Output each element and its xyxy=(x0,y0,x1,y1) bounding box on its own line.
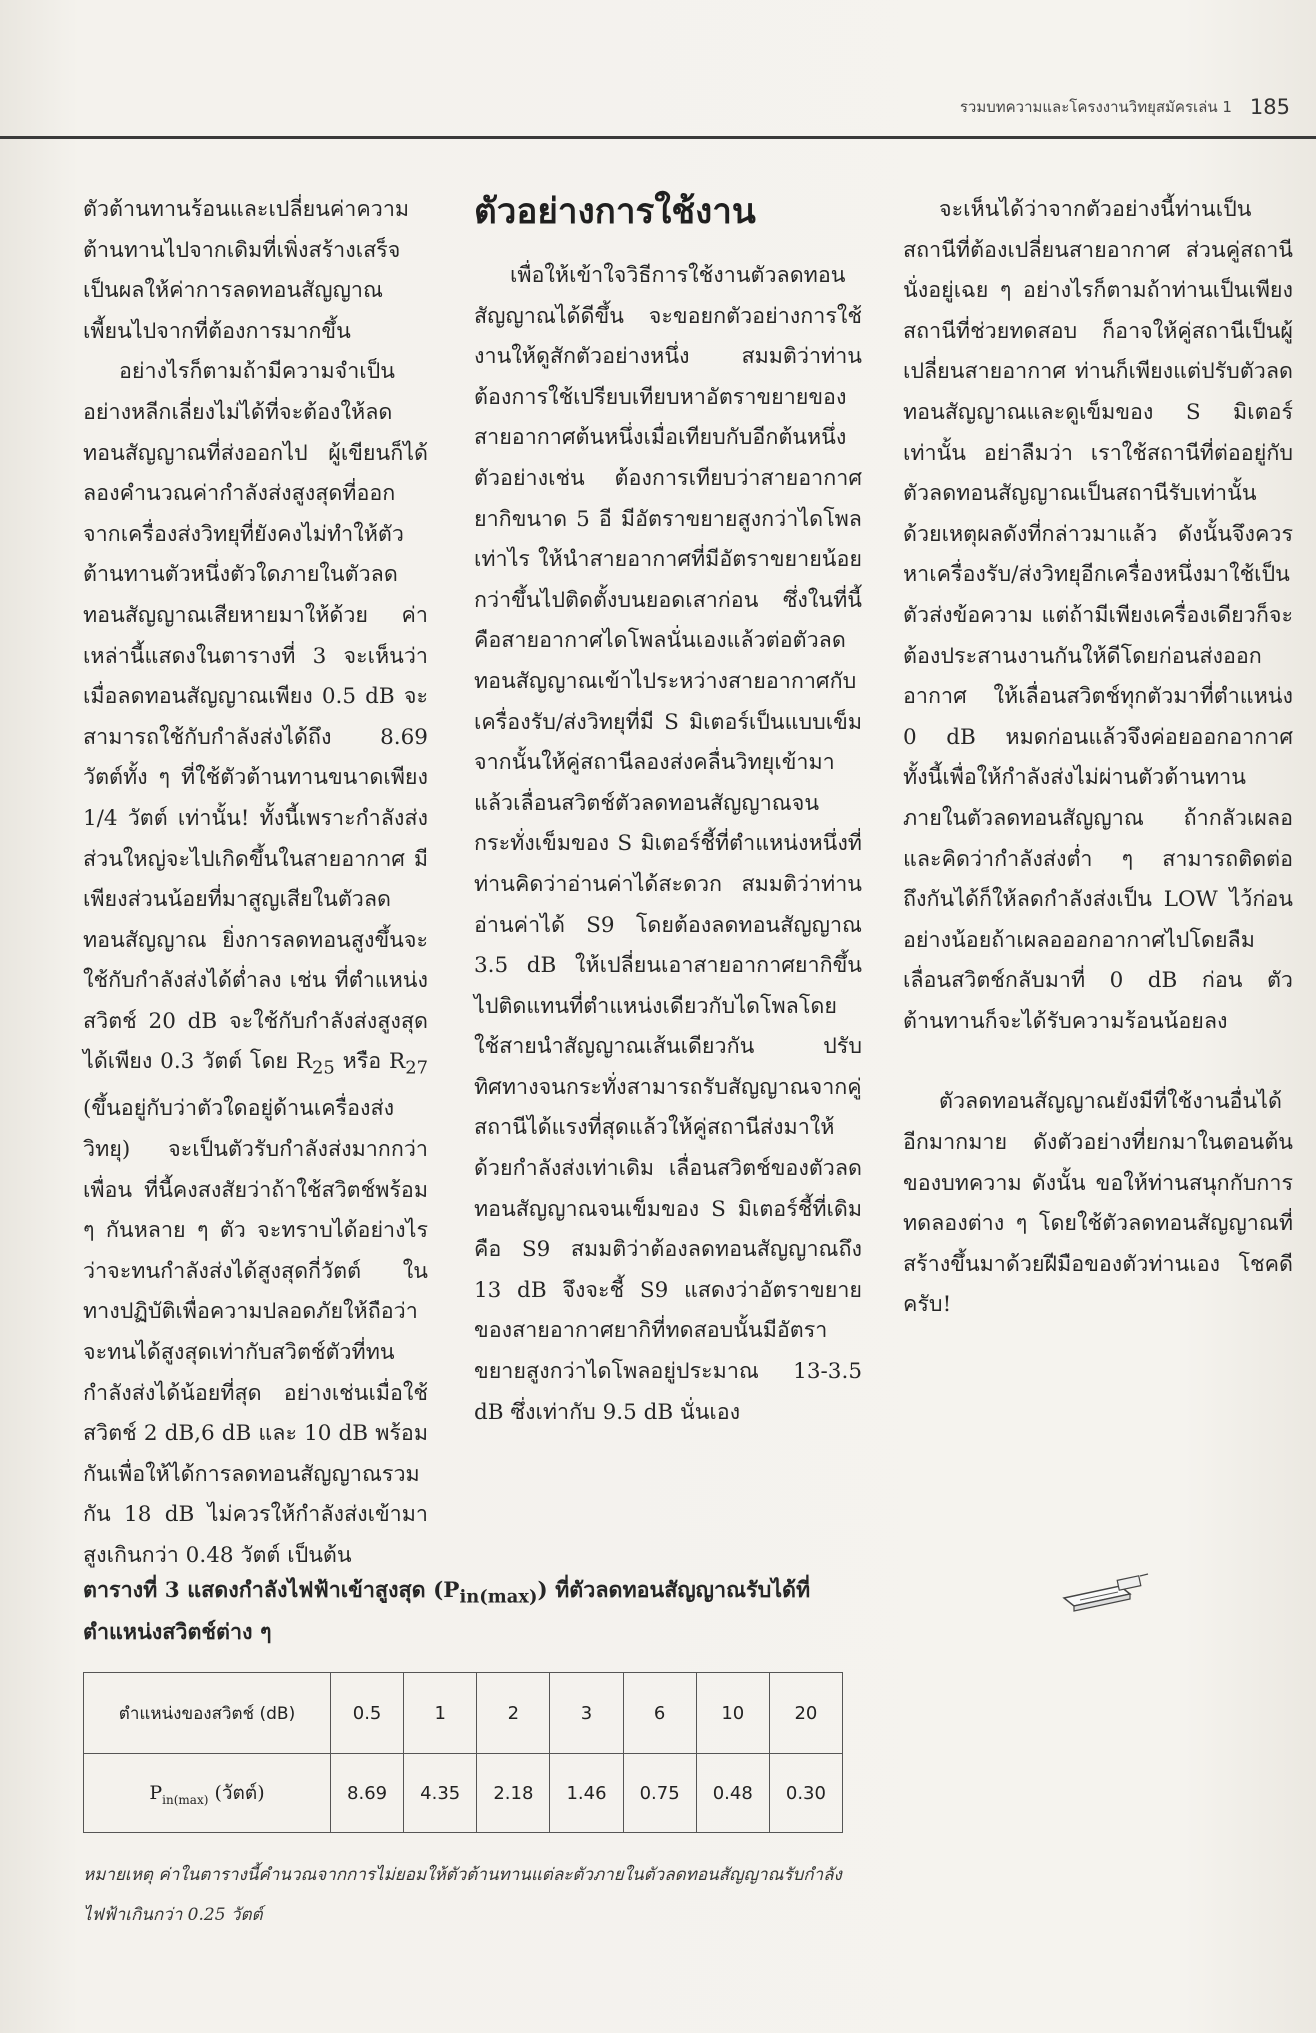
section-title: ตัวอย่างการใช้งาน xyxy=(474,191,756,232)
table-row-switch xyxy=(84,1673,843,1754)
table-cell: 3 xyxy=(550,1673,623,1754)
text-run: R xyxy=(389,1049,406,1075)
resistor-label xyxy=(389,1049,428,1079)
column-right xyxy=(903,190,1293,1326)
table-cell: 20 xyxy=(769,1673,842,1754)
running-header xyxy=(760,92,1290,122)
text-run: อย่างไรก็ตามถ้ามีความจำเป็นอย่างหลีกเลี่ยงไม่ได้ที่จะต้องให้ลดทอนสัญญาณที่ส่งออกไป ผู้เขียนก็ได้ลองคำนวณค่ากำลังส่งสูงสุดที่ออกจากเครื่องส่งวิทยุที่ยังคงไม่ทำให้ตัวต้านทานตัวหนึ่งตัวใดภายในตัวลดทอนสัญญาณเสียหายมาให้ด้วย ค่าเหล่านี้แสดงในตารางที่ 3 จะเห็นว่าเมื่อลดทอนสัญญาณเพียง 0.5 dB จะสามารถใช้กับกำลังส่งได้ถึง 8.69 วัตต์ทั้ง ๆ ที่ใช้ตัวต้านทานขนาดเพียง 1/4 วัตต์ เท่านั้น! ทั้งนี้เพราะกำลังส่งส่วนใหญ่จะไปเกิดขึ้นในสายอากาศ มีเพียงส่วนน้อยที่มาสูญเสียในตัวลดทอนสัญญาณ ยิ่งการลดทอนสูงขึ้นจะใช้กับกำลังส่งได้ต่ำลง เช่น ที่ตำแหน่งสวิตช์ 20 dB จะใช้กับกำลังส่งสูงสุดได้เพียง 0.3 วัตต์ โดย xyxy=(83,359,428,1075)
paragraph: เพื่อให้เข้าใจวิธีการใช้งานตัวลดทอนสัญญาณได้ดีขึ้น จะขอยกตัวอย่างการใช้งานให้ดูสักตัวอย่างหนึ่ง สมมติว่าท่านต้องการใช้เปรียบเทียบหาอัตราขยายของสายอากาศต้นหนึ่งเมื่อเทียบกับอีกต้นหนึ่ง ตัวอย่างเช่น ต้องการเทียบว่าสายอากาศยากิขนาด 5 อี มีอัตราขยายสูงกว่าไดโพลเท่าไร ให้นำสายอากาศที่มีอัตราขยายน้อยกว่าขึ้นไปติดตั้งบนยอดเสาก่อน ซึ่งในที่นี้คือสายอากาศไดโพลนั่นเองแล้วต่อตัวลดทอนสัญญาณเข้าไประหว่างสายอากาศกับเครื่องรับ/ส่งวิทยุที่มี S มิเตอร์เป็นแบบเข็ม จากนั้นให้คู่สถานีลองส่งคลื่นวิทยุเข้ามาแล้วเลื่อนสวิตช์ตัวลดทอนสัญญาณจนกระทั่งเข็มของ S มิเตอร์ชี้ที่ตำแหน่งหนึ่งที่ท่านคิดว่าอ่านค่าได้สะดวก สมมติว่าท่านอ่านค่าได้ S9 โดยต้องลดทอนสัญญาณ 3.5 dB ให้เปลี่ยนเอาสายอากาศยากิขึ้นไปติดแทนที่ตำแหน่งเดียวกับไดโพลโดยใช้สายนำสัญญาณเส้นเดียวกัน ปรับทิศทางจนกระทั่งสามารถรับสัญญาณจากคู่สถานีได้แรงที่สุดแล้วให้คู่สถานีส่งมาให้ด้วยกำลังส่งเท่าเดิม เลื่อนสวิตช์ของตัวลดทอนสัญญาณจนเข็มของ S มิเตอร์ชี้ที่เดิมคือ S9 สมมติว่าต้องลดทอนสัญญาณถึง 13 dB จึงจะชี้ S9 แสดงว่าอัตราขยายของสายอากาศยากิที่ทดสอบนั้นมีอัตราขยายสูงกว่าไดโพลอยู่ประมาณ 13-3.5 dB ซึ่งเท่ากับ 9.5 dB นั่นเอง xyxy=(474,263,862,1425)
subscript: in(max) xyxy=(459,1586,538,1608)
table-cell: 6 xyxy=(623,1673,696,1754)
text-run: (ขึ้นอยู่กับว่าตัวใดอยู่ด้านเครื่องส่งวิทยุ) จะเป็นตัวรับกำลังส่งมากกว่าเพื่อน ที่นี้คงสงสัยว่าถ้าใช้สวิตช์พร้อม ๆ กันหลาย ๆ ตัว จะทราบได้อย่างไรว่าจะทนกำลังส่งได้สูงสุดกี่วัตต์ ในทางปฏิบัติเพื่อความปลอดภัยให้ถือว่าจะทนได้สูงสุดเท่ากับสวิตช์ตัวที่ทนกำลังส่งได้น้อยที่สุด อย่างเช่นเมื่อใช้สวิตช์ 2 dB,6 dB และ 10 dB พร้อมกันเพื่อให้ได้การลดทอนสัญญาณรวมกัน 18 dB ไม่ควรให้กำลังส่งเข้ามาสูงเกินกว่า 0.48 วัตต์ เป็นต้น xyxy=(83,1096,428,1568)
table-cell: 10 xyxy=(696,1673,769,1754)
text-run: (วัตต์) xyxy=(208,1782,265,1804)
table-row-pinmax xyxy=(84,1754,843,1833)
radio-illustration-icon xyxy=(1060,1572,1150,1612)
text-run: หรือ xyxy=(334,1049,389,1075)
subscript: 25 xyxy=(312,1057,335,1079)
row-header xyxy=(84,1754,331,1833)
text-run: ตารางที่ 3 แสดงกำลังไฟฟ้าเข้าสูงสุด ( xyxy=(83,1578,444,1603)
table-cell: 0.48 xyxy=(696,1754,769,1833)
subscript: in(max) xyxy=(162,1792,209,1807)
page-number: 185 xyxy=(1249,95,1290,119)
paragraph: จะเห็นได้ว่าจากตัวอย่างนี้ท่านเป็นสถานีที่ต้องเปลี่ยนสายอากาศ ส่วนคู่สถานีนั่งอยู่เฉย ๆ อย่างไรก็ตามถ้าท่านเป็นเพียงสถานีที่ช่วยทดสอบ ก็อาจให้คู่สถานีเป็นผู้เปลี่ยนสายอากาศ ท่านก็เพียงแต่ปรับตัวลดทอนสัญญาณและดูเข็มของ S มิเตอร์เท่านั้น อย่าลืมว่า เราใช้สถานีที่ต่ออยู่กับตัวลดทอนสัญญาณเป็นสถานีรับเท่านั้นด้วยเหตุผลดังที่กล่าวมาแล้ว ดังนั้นจึงควรหาเครื่องรับ/ส่งวิทยุอีกเครื่องหนึ่งมาใช้เป็นตัวส่งข้อความ แต่ถ้ามีเพียงเครื่องเดียวก็จะต้องประสานงานกันให้ดีโดยก่อนส่งออกอากาศ ให้เลื่อนสวิตช์ทุกตัวมาที่ตำแหน่ง 0 dB หมดก่อนแล้วจึงค่อยออกอากาศ ทั้งนี้เพื่อให้กำลังส่งไม่ผ่านตัวต้านทานภายในตัวลดทอนสัญญาณ ถ้ากลัวเผลอและคิดว่ากำลังส่งต่ำ ๆ สามารถติดต่อถึงกันได้ก็ให้ลดกำลังส่งเป็น LOW ไว้ก่อน อย่างน้อยถ้าเผลอออกอากาศไปโดยลืมเลื่อนสวิตช์กลับมาที่ 0 dB ก่อน ตัวต้านทานก็จะได้รับความร้อนน้อยลง xyxy=(903,197,1293,1034)
text-run: P xyxy=(443,1578,460,1603)
table-cell: 0.5 xyxy=(331,1673,404,1754)
table-cell: 2 xyxy=(477,1673,550,1754)
column-middle xyxy=(474,188,862,1433)
text-run: P xyxy=(149,1782,163,1804)
table-caption xyxy=(83,1573,863,1651)
paragraph-gap xyxy=(903,1042,1293,1082)
table-cell: 1.46 xyxy=(550,1754,623,1833)
resistor-label xyxy=(295,1049,335,1079)
paragraph: ตัวลดทอนสัญญาณยังมีที่ใช้งานอื่นได้อีกมากมาย ดังตัวอย่างที่ยกมาในตอนต้นของบทความ ดังนั้น ขอให้ท่านสนุกกับการทดลองต่าง ๆ โดยใช้ตัวลดทอนสัญญาณที่สร้างขึ้นมาด้วยฝีมือของตัวท่านเอง โชคดีครับ! xyxy=(903,1089,1293,1318)
text-run: R xyxy=(295,1049,313,1075)
header-rule xyxy=(0,136,1316,139)
running-title: รวมบทความและโครงงานวิทยุสมัครเล่น 1 xyxy=(959,98,1232,116)
table-cell: 2.18 xyxy=(477,1754,550,1833)
table-cell: 4.35 xyxy=(404,1754,477,1833)
table-note: หมายเหตุ ค่าในตารางนี้คำนวณจากการไม่ยอมให้ตัวต้านทานแต่ละตัวภายในตัวลดทอนสัญญาณรับกำลังไฟฟ้าเกินกว่า 0.25 วัตต์ xyxy=(83,1865,842,1925)
column-left xyxy=(83,190,428,1576)
row-header: ตำแหน่งของสวิตช์ (dB) xyxy=(84,1673,331,1754)
table-cell: 8.69 xyxy=(331,1754,404,1833)
table-cell: 1 xyxy=(404,1673,477,1754)
paragraph xyxy=(83,352,428,1576)
paragraph: ตัวต้านทานร้อนและเปลี่ยนค่าความต้านทานไปจากเดิมที่เพิ่งสร้างเสร็จ เป็นผลให้ค่าการลดทอนสัญญาณเพี้ยนไปจากที่ต้องการมากขึ้น xyxy=(83,197,410,344)
subscript: 27 xyxy=(405,1057,428,1079)
table-cell: 0.75 xyxy=(623,1754,696,1833)
power-table xyxy=(83,1672,843,1833)
table-cell: 0.30 xyxy=(769,1754,842,1833)
text-run: ) ที่ตัวลดทอนสัญญาณรับได้ที่ตำแหน่งสวิตช์ต่าง ๆ xyxy=(83,1578,811,1646)
